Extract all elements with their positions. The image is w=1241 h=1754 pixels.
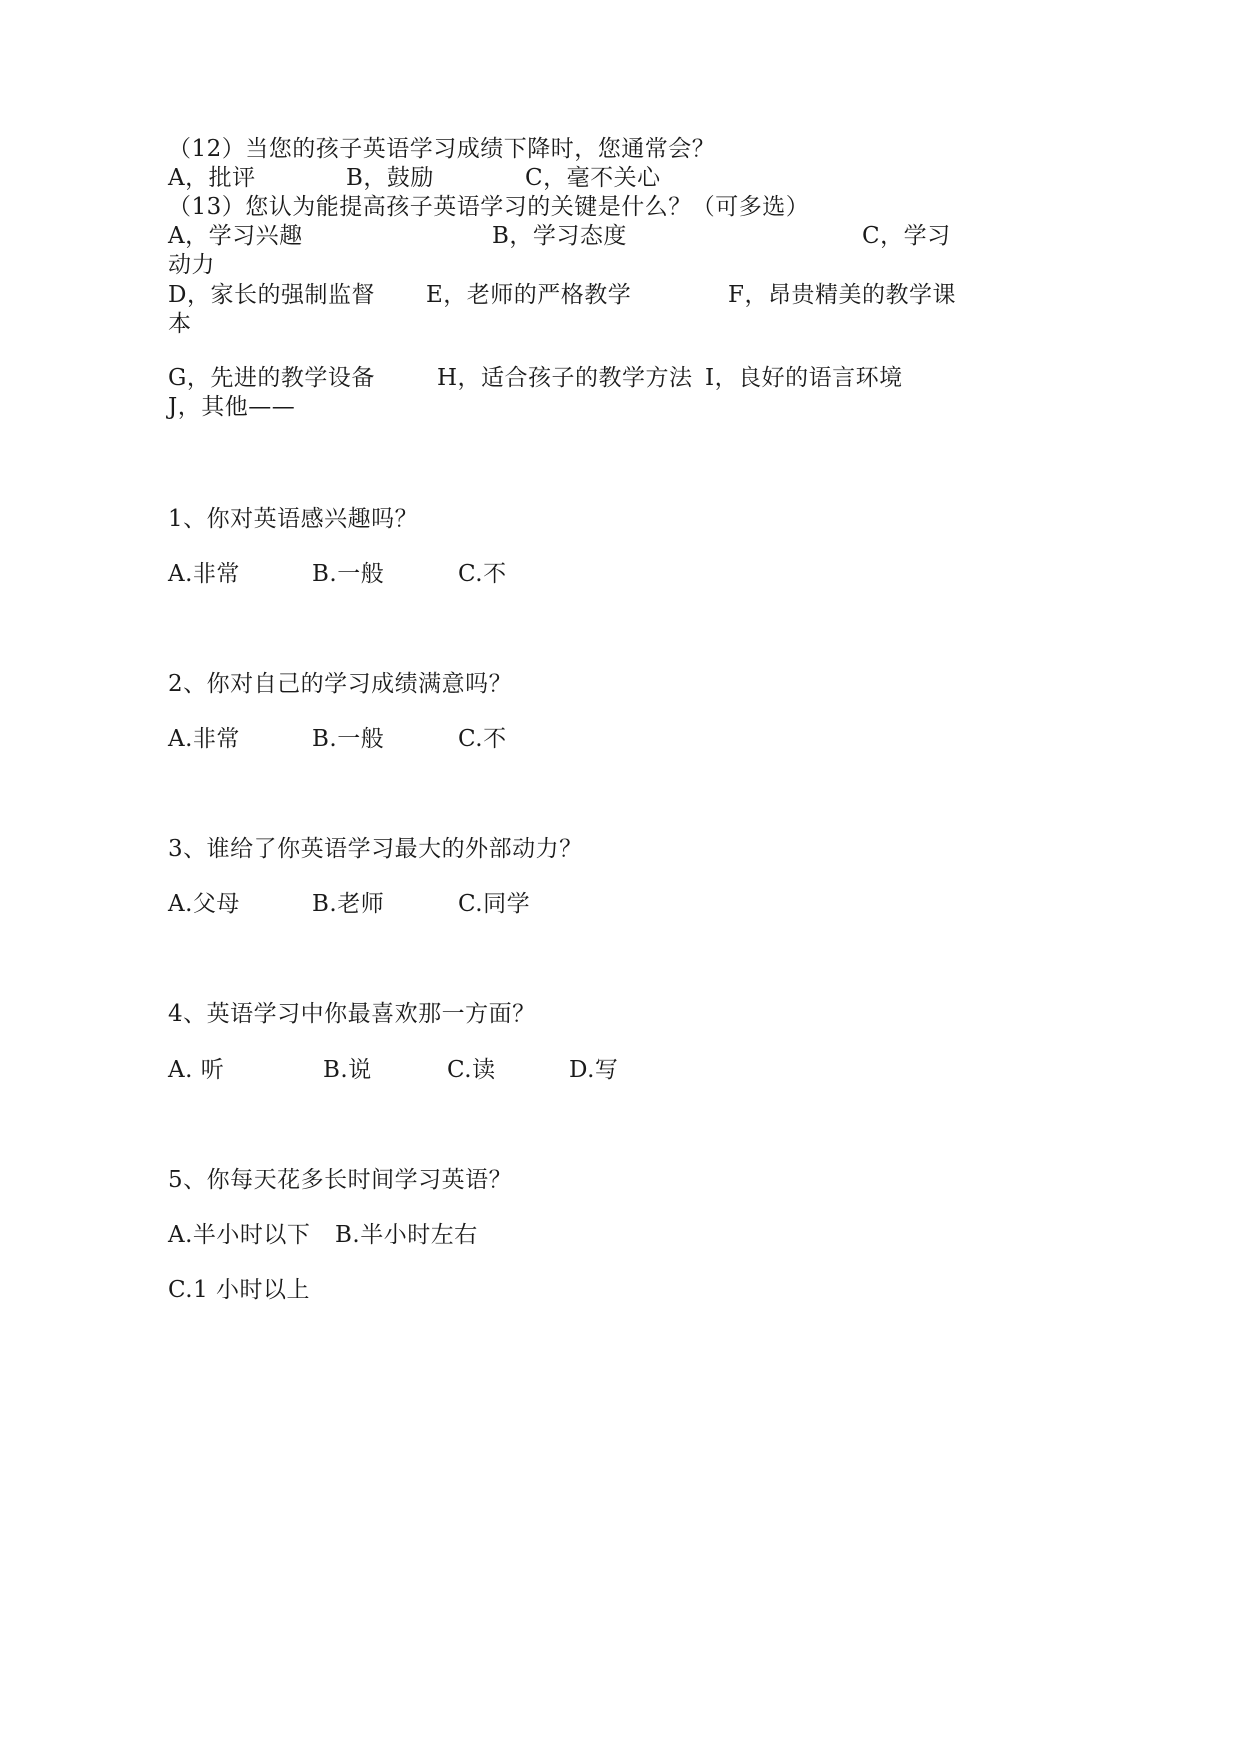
sq3-option-b: B.老师 [312, 891, 385, 917]
student-question-5: 5、你每天花多长时间学习英语？ [168, 1167, 513, 1193]
sq4-option-d: D.写 [569, 1057, 619, 1083]
q12-option-b: B，鼓励 [346, 165, 434, 191]
q13-option-d: D，家长的强制监督 [168, 282, 375, 308]
q12-option-a: A，批评 [168, 165, 256, 191]
q13-option-h: H，适合孩子的教学方法 [437, 365, 693, 391]
q13-option-b: B，学习态度 [492, 223, 627, 249]
student-question-1: 1、你对英语感兴趣吗？ [168, 506, 419, 532]
student-question-2: 2、你对自己的学习成绩满意吗？ [168, 671, 513, 697]
q13-option-j: J，其他—— [168, 394, 296, 420]
sq2-option-a: A.非常 [168, 726, 240, 752]
sq2-option-b: B.一般 [312, 726, 385, 752]
sq3-option-c: C.同学 [458, 891, 531, 917]
sq4-option-a: A. 听 [168, 1057, 225, 1083]
sq3-option-a: A.父母 [168, 891, 240, 917]
sq1-option-b: B.一般 [312, 561, 385, 587]
question-12: （12）当您的孩子英语学习成绩下降时，您通常会？ [168, 136, 716, 162]
student-question-3: 3、谁给了你英语学习最大的外部动力？ [168, 836, 583, 862]
q13-option-i: I，良好的语言环境 [705, 365, 903, 391]
sq1-option-a: A.非常 [168, 561, 240, 587]
q13-option-c-wrap: 动力 [168, 252, 215, 278]
sq5-option-a: A.半小时以下 [168, 1222, 311, 1248]
question-13: （13）您认为能提高孩子英语学习的关键是什么？（可多选） [168, 194, 810, 220]
sq2-option-c: C.不 [458, 726, 507, 752]
sq4-option-b: B.说 [323, 1057, 372, 1083]
q13-option-g: G，先进的教学设备 [168, 365, 375, 391]
q13-option-f-wrap: 本 [168, 311, 192, 337]
q13-option-f: F，昂贵精美的教学课 [728, 282, 956, 308]
q13-option-a: A，学习兴趣 [168, 223, 303, 249]
sq4-option-c: C.读 [447, 1057, 496, 1083]
q13-option-e: E，老师的严格教学 [426, 282, 632, 308]
student-question-4: 4、英语学习中你最喜欢那一方面？ [168, 1001, 536, 1027]
sq1-option-c: C.不 [458, 561, 507, 587]
q13-option-c: C，学习 [862, 223, 951, 249]
sq5-option-c: C.1 小时以上 [168, 1277, 311, 1303]
sq5-option-b: B.半小时左右 [335, 1222, 478, 1248]
q12-option-c: C，毫不关心 [525, 165, 661, 191]
